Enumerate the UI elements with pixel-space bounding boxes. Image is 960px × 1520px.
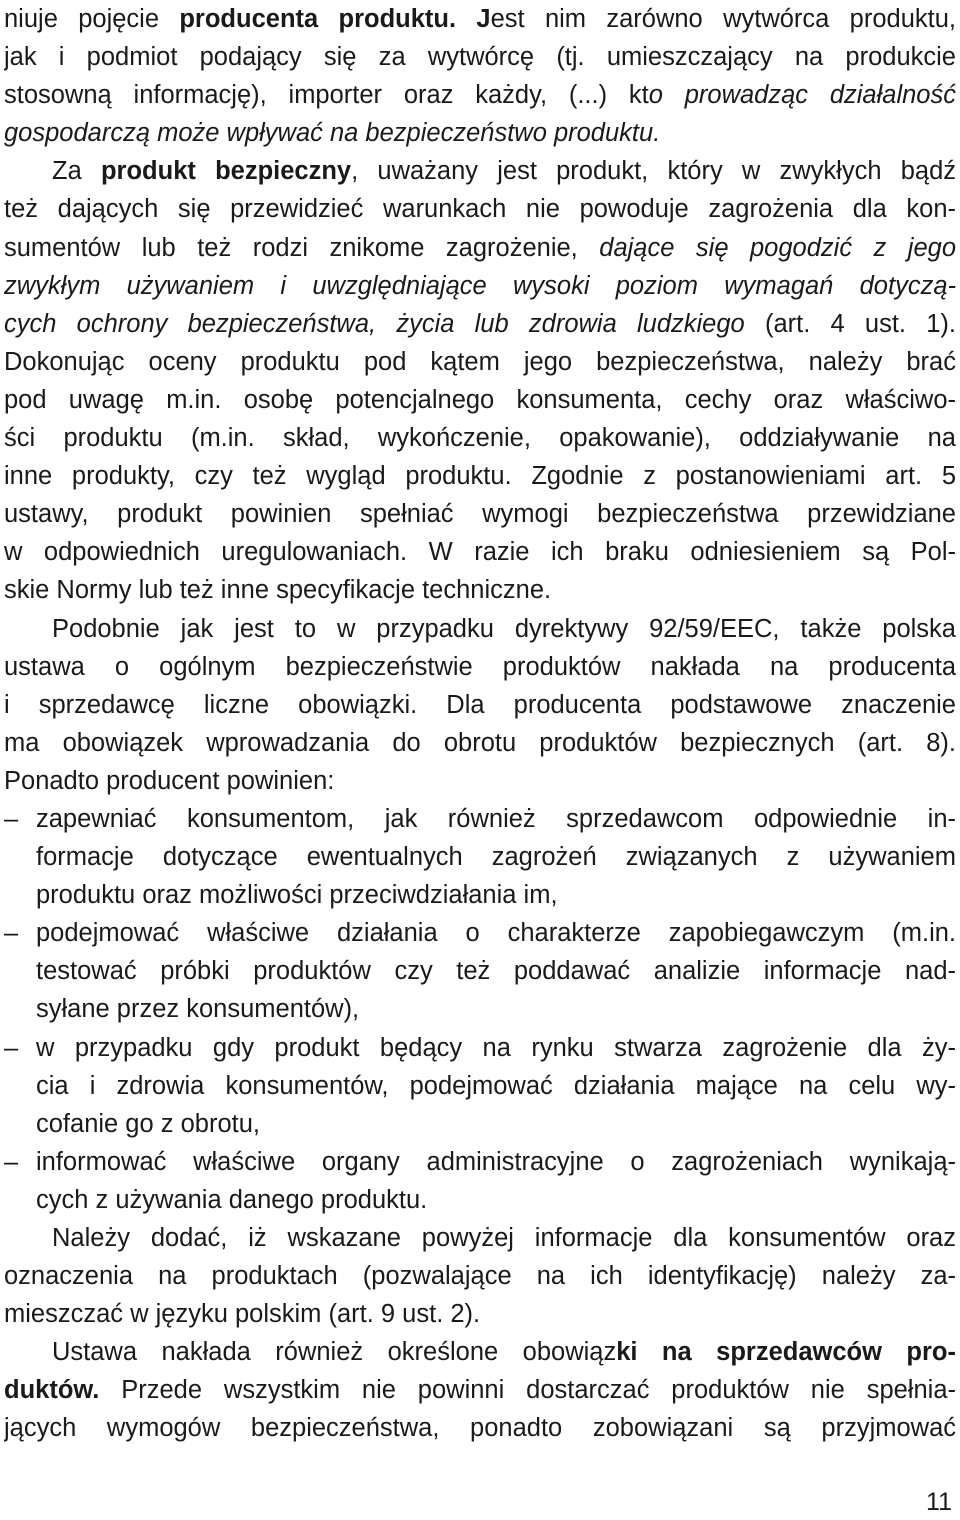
text-run: informować właściwe organy administracyjne o zagrożeniach wynikają- — [36, 1147, 956, 1176]
text-run: ma obowiązek wprowadzania do obrotu produktów bezpiecznych (art. 8). — [4, 728, 956, 757]
text-run: cych z używania danego produktu. — [36, 1185, 428, 1214]
text-line — [4, 419, 956, 457]
text-run: ustawy, produkt powinien spełniać wymogi bezpieczeństwa przewidziane — [4, 500, 956, 529]
text-line — [4, 800, 956, 838]
text-line — [4, 190, 956, 228]
text-line — [4, 724, 956, 762]
text-line: cych ochrony bezpieczeństwa, życia lub zdrowia ludzkiego (art. 4 ust. 1). — [4, 309, 956, 338]
text-body — [4, 0, 956, 1448]
text-line — [4, 457, 956, 495]
bullet-dash: – — [4, 804, 19, 833]
text-run: jących wymogów bezpieczeństwa, ponadto zobowiązani są przyjmować — [4, 1414, 956, 1443]
text-line: sumentów lub też rodzi znikome zagrożenie, dające się pogodzić z jego — [4, 233, 956, 262]
text-line: stosowną informację), importer oraz każdy, (...) kto prowadząc działalność — [4, 81, 956, 110]
text-run: Ponadto producent powinien: — [4, 766, 335, 795]
text-line — [4, 1067, 956, 1105]
text-line — [4, 990, 956, 1028]
text-line — [4, 1409, 956, 1447]
text-line — [4, 914, 956, 952]
text-run: zapewniać konsumentom, jak również sprzedawcom odpowiednie in- — [36, 804, 956, 833]
text-line — [4, 381, 956, 419]
page-number: 11 — [926, 1488, 952, 1516]
italic-quote: zwykłym używaniem i uwzględniające wysoki poziom wymagań dotyczą- — [4, 271, 956, 300]
text-run: i sprzedawcę liczne obowiązki. Dla producenta podstawowe znaczenie — [4, 690, 956, 719]
text-run: ustawa o ogólnym bezpieczeństwie produktów nakłada na producenta — [4, 652, 956, 681]
text-run: też dających się przewidzieć warunkach nie powoduje zagrożenia dla kon- — [4, 195, 956, 224]
bold-term: ki na sprzedawców pro- — [616, 1338, 956, 1367]
bold-term: produkt bezpieczny — [100, 157, 352, 186]
text-line: Za produkt bezpieczny, uważany jest produkt, który w zwykłych bądź — [52, 157, 956, 186]
text-run: podejmować właściwe działania o charakterze zapobiegawczym (m.in. — [36, 919, 956, 948]
text-run: Podobnie jak jest to w przypadku dyrektywy 92/59/EEC, także polska — [52, 614, 956, 643]
text-line — [4, 1143, 956, 1181]
text-line — [4, 1029, 956, 1067]
text-line — [4, 38, 956, 76]
text-run: Dokonując oceny produktu pod kątem jego bezpieczeństwa, należy brać — [4, 347, 956, 376]
text-run: w odpowiednich uregulowaniach. W razie ich braku odniesieniem są Pol- — [4, 538, 956, 567]
text-line — [4, 343, 956, 381]
text-run: cofanie go z obrotu, — [36, 1109, 260, 1138]
text-line — [4, 762, 956, 800]
text-run: Należy dodać, iż wskazane powyżej informacje dla konsumentów oraz — [52, 1224, 956, 1252]
italic-quote: gospodarczą może wpływać na bezpieczeństwo produktu. — [4, 119, 661, 148]
text-run: syłane przez konsumentów), — [36, 995, 360, 1024]
text-line — [4, 495, 956, 533]
text-line — [4, 876, 956, 914]
text-run: niuje pojęcie — [4, 5, 160, 33]
bold-term: producenta produktu. J — [159, 5, 491, 33]
text-run: ści produktu (m.in. skład, wykończenie, opakowanie), oddziaływanie na — [4, 424, 956, 453]
text-run: w przypadku gdy produkt będący na rynku stwarza zagrożenie dla ży- — [36, 1033, 956, 1062]
text-line — [4, 648, 956, 686]
text-line — [4, 610, 956, 648]
text-run: jak i podmiot podający się za wytwórcę (tj. umieszczający na produkcie — [4, 43, 956, 72]
italic-quote: dające się pogodzić z jego — [577, 233, 956, 262]
bold-term: duktów. — [4, 1376, 100, 1405]
text-line — [4, 952, 956, 990]
text-line — [4, 571, 956, 609]
bullet-dash: – — [4, 1147, 19, 1176]
bullet-dash: – — [4, 1033, 19, 1062]
bullet-dash: – — [4, 919, 19, 948]
text-run: pod uwagę m.in. osobę potencjalnego konsumenta, cechy oraz właściwo- — [4, 385, 956, 414]
text-line — [4, 838, 956, 876]
text-line: duktów. Przede wszystkim nie powinni dostarczać produktów nie spełnia- — [4, 1376, 956, 1405]
text-line — [4, 114, 956, 152]
text-run: testować próbki produktów czy też poddawać analizie informacje nad- — [36, 957, 956, 986]
text-run: oznaczenia na produktach (pozwalające na ich identyfikację) należy za- — [4, 1262, 956, 1291]
text-run: cia i zdrowia konsumentów, podejmować działania mające na celu wy- — [36, 1071, 956, 1100]
text-line — [4, 1295, 956, 1333]
text-line — [4, 686, 956, 724]
text-line: Ustawa nakłada również określone obowiązki na sprzedawców pro- — [52, 1338, 956, 1367]
text-run: mieszczać w języku polskim (art. 9 ust. 2). — [4, 1300, 481, 1329]
text-run: skie Normy lub też inne specyfikacje techniczne. — [4, 576, 552, 605]
italic-quote: cych ochrony bezpieczeństwa, życia lub zdrowia ludzkiego — [4, 309, 765, 338]
text-line — [4, 1257, 956, 1295]
text-run: produktu oraz możliwości przeciwdziałania im, — [36, 881, 558, 910]
text-line — [4, 533, 956, 571]
text-run: inne produkty, czy też wygląd produktu. Zgodnie z postanowieniami art. 5 — [4, 462, 956, 491]
text-run: formacje dotyczące ewentualnych zagrożeń związanych z używaniem — [36, 843, 956, 872]
italic-quote: o prowadząc działalność — [648, 81, 956, 110]
text-line — [4, 1105, 956, 1143]
text-line: niuje pojęcie producenta produktu. Jest nim zarówno wytwórca produktu, — [4, 5, 956, 33]
text-line — [4, 267, 956, 305]
document-page — [4, 0, 956, 1448]
text-line — [4, 1181, 956, 1219]
text-line — [4, 1219, 956, 1257]
